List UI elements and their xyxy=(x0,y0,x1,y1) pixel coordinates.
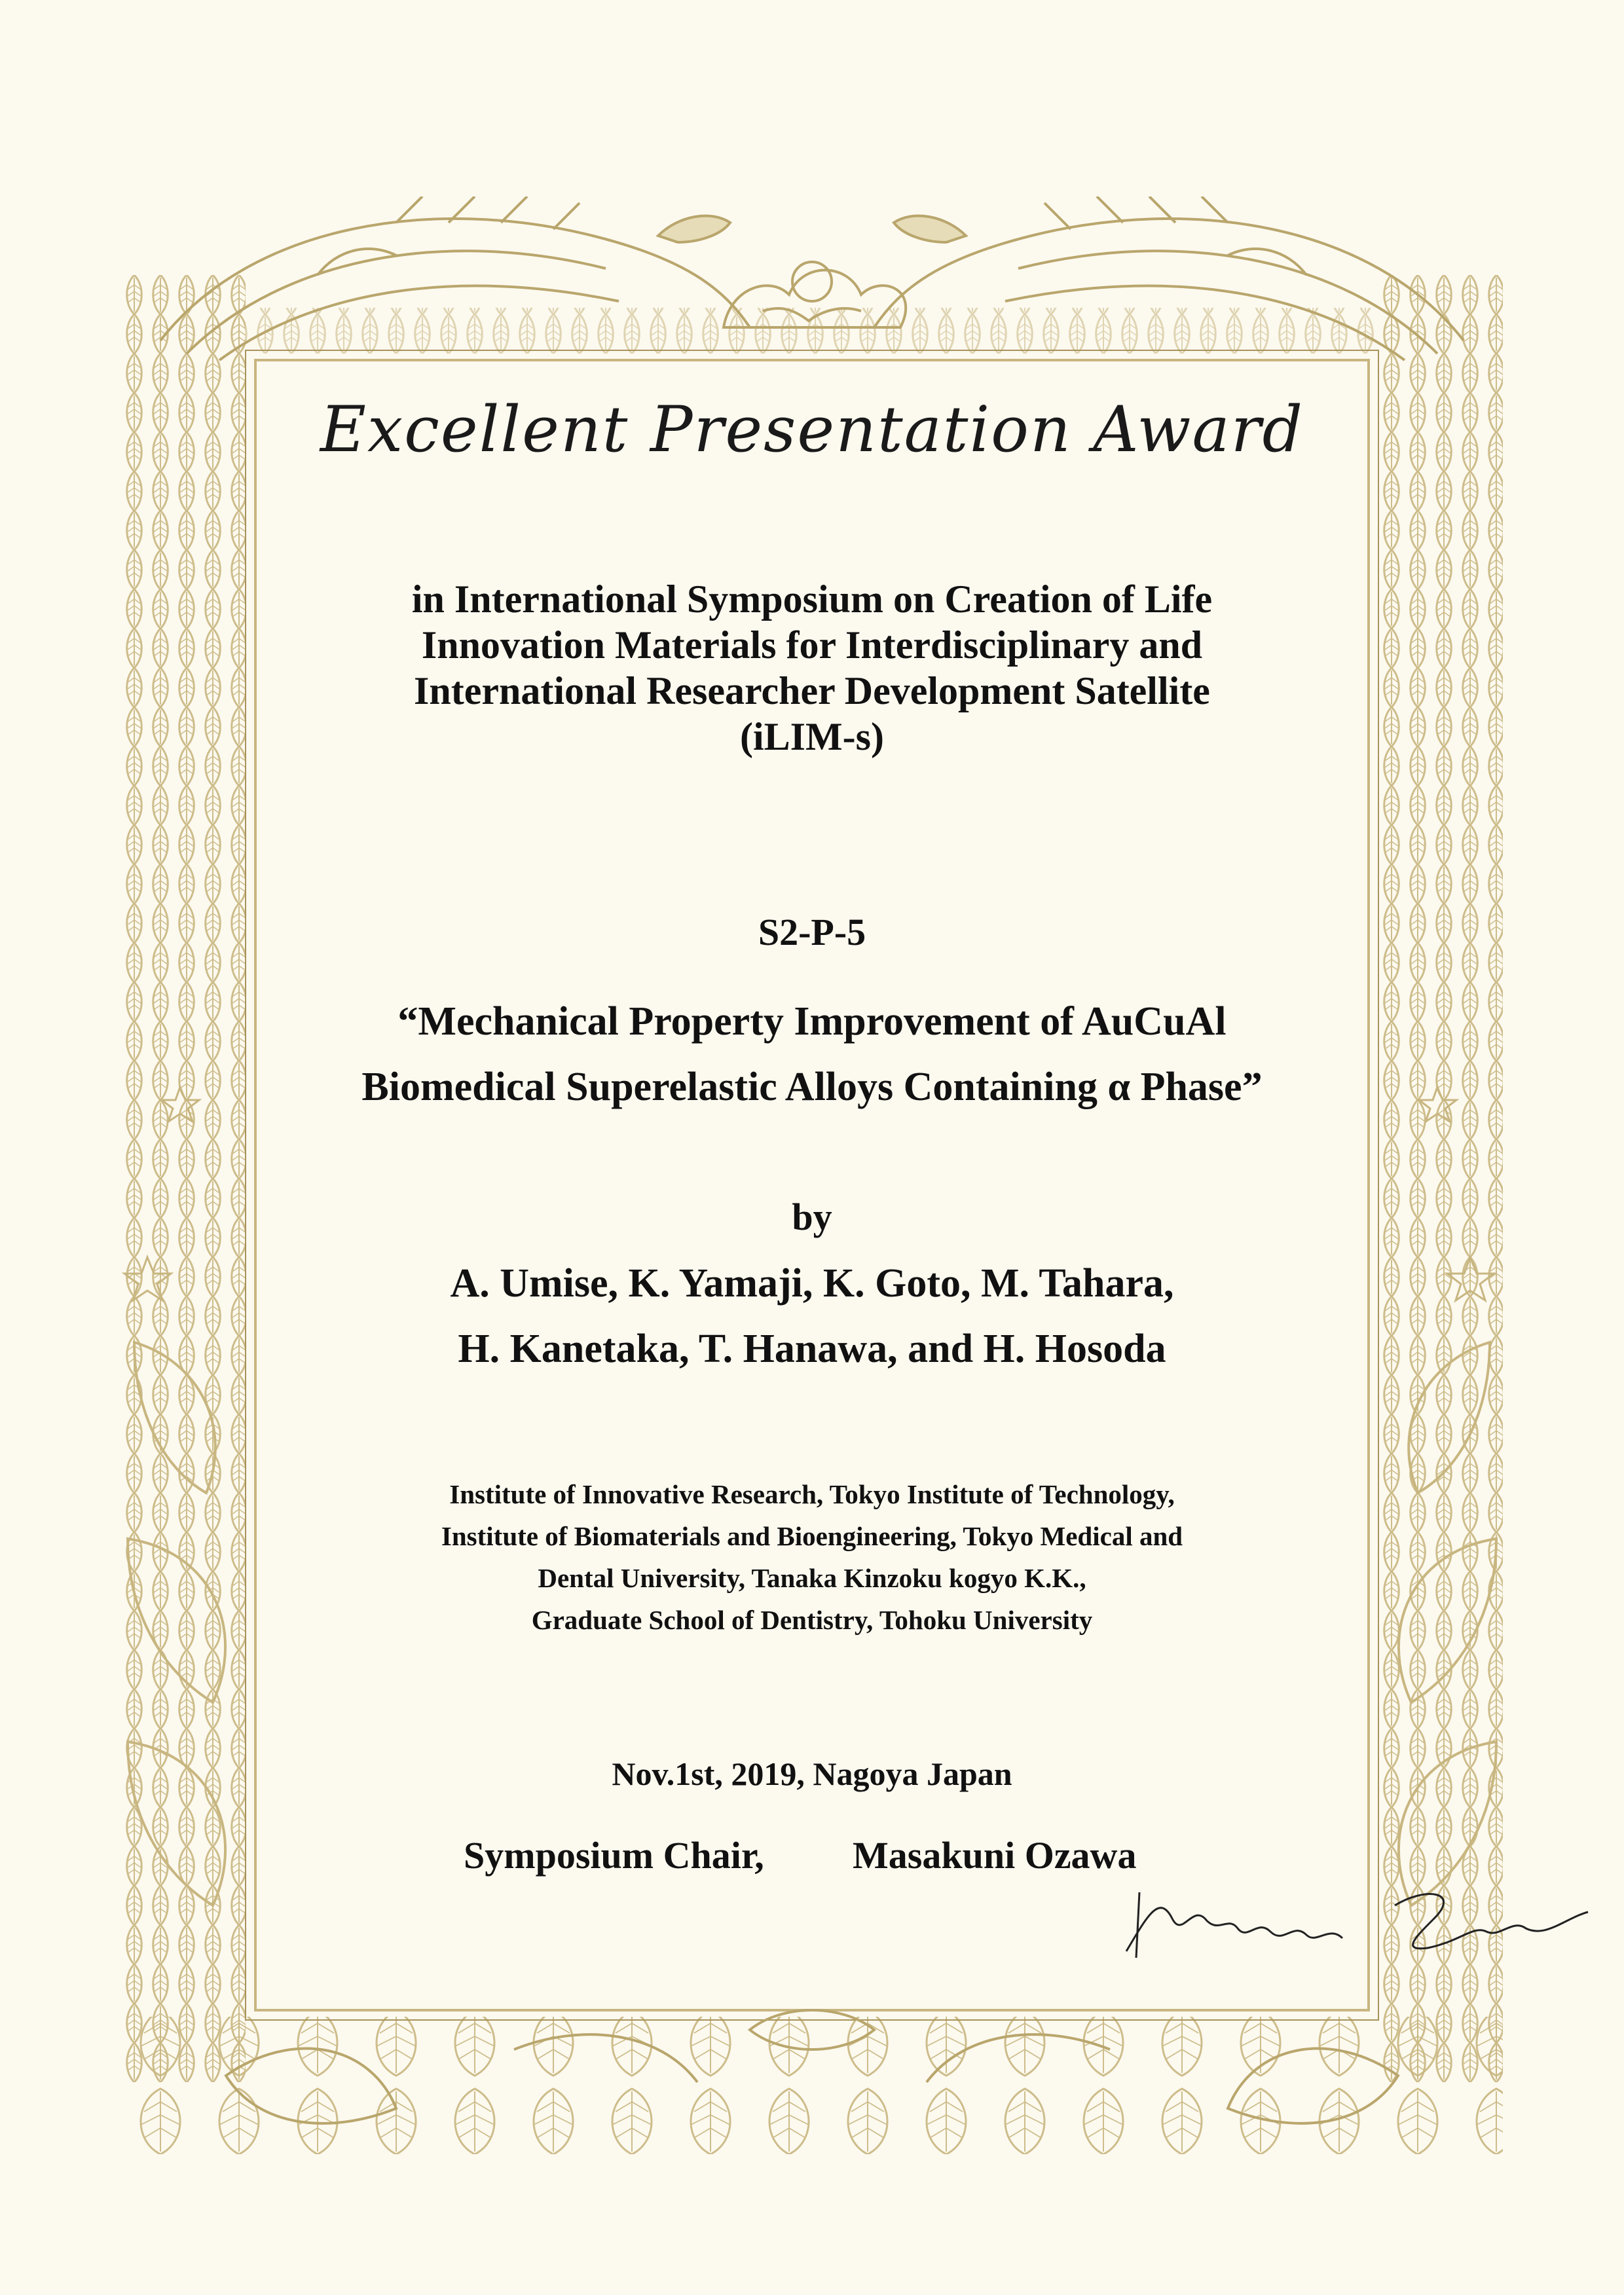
affiliations xyxy=(288,1473,1336,1641)
affiliation-line: Institute of Innovative Research, Tokyo Institute of Technology, xyxy=(449,1479,1175,1509)
affiliation-line: Graduate School of Dentistry, Tohoku University xyxy=(531,1605,1093,1635)
award-title: Excellent Presentation Award xyxy=(320,393,1304,466)
paper-title-line: “Mechanical Property Improvement of AuCuAl xyxy=(397,999,1227,1044)
affiliation-line: Dental University, Tanaka Kinzoku kogyo K.K., xyxy=(538,1563,1086,1593)
presentation-code: S2-P-5 xyxy=(758,911,866,953)
paper-title xyxy=(288,989,1336,1120)
symposium-line: (iLIM-s) xyxy=(740,715,884,758)
chair-name: Masakuni Ozawa xyxy=(853,1834,1137,1877)
handwritten-signature xyxy=(1120,1879,1591,1964)
by-label: by xyxy=(792,1196,832,1238)
paper-title-line: Biomedical Superelastic Alloys Containing α Phase” xyxy=(361,1065,1263,1109)
author-list xyxy=(288,1251,1336,1382)
symposium-line: Innovation Materials for Interdisciplinary and xyxy=(421,623,1203,667)
chair-label: Symposium Chair, xyxy=(464,1834,764,1877)
certificate-body xyxy=(288,393,1336,1964)
symposium-line: in International Symposium on Creation of Life xyxy=(411,578,1213,621)
symposium-name xyxy=(288,576,1336,760)
symposium-line: International Researcher Development Satellite xyxy=(414,669,1210,712)
affiliation-line: Institute of Biomaterials and Bioengineering, Tokyo Medical and xyxy=(441,1521,1183,1551)
author-line: H. Kanetaka, T. Hanawa, and H. Hosoda xyxy=(458,1327,1166,1371)
date-place: Nov.1st, 2019, Nagoya Japan xyxy=(612,1755,1012,1792)
author-line: A. Umise, K. Yamaji, K. Goto, M. Tahara, xyxy=(450,1261,1174,1306)
